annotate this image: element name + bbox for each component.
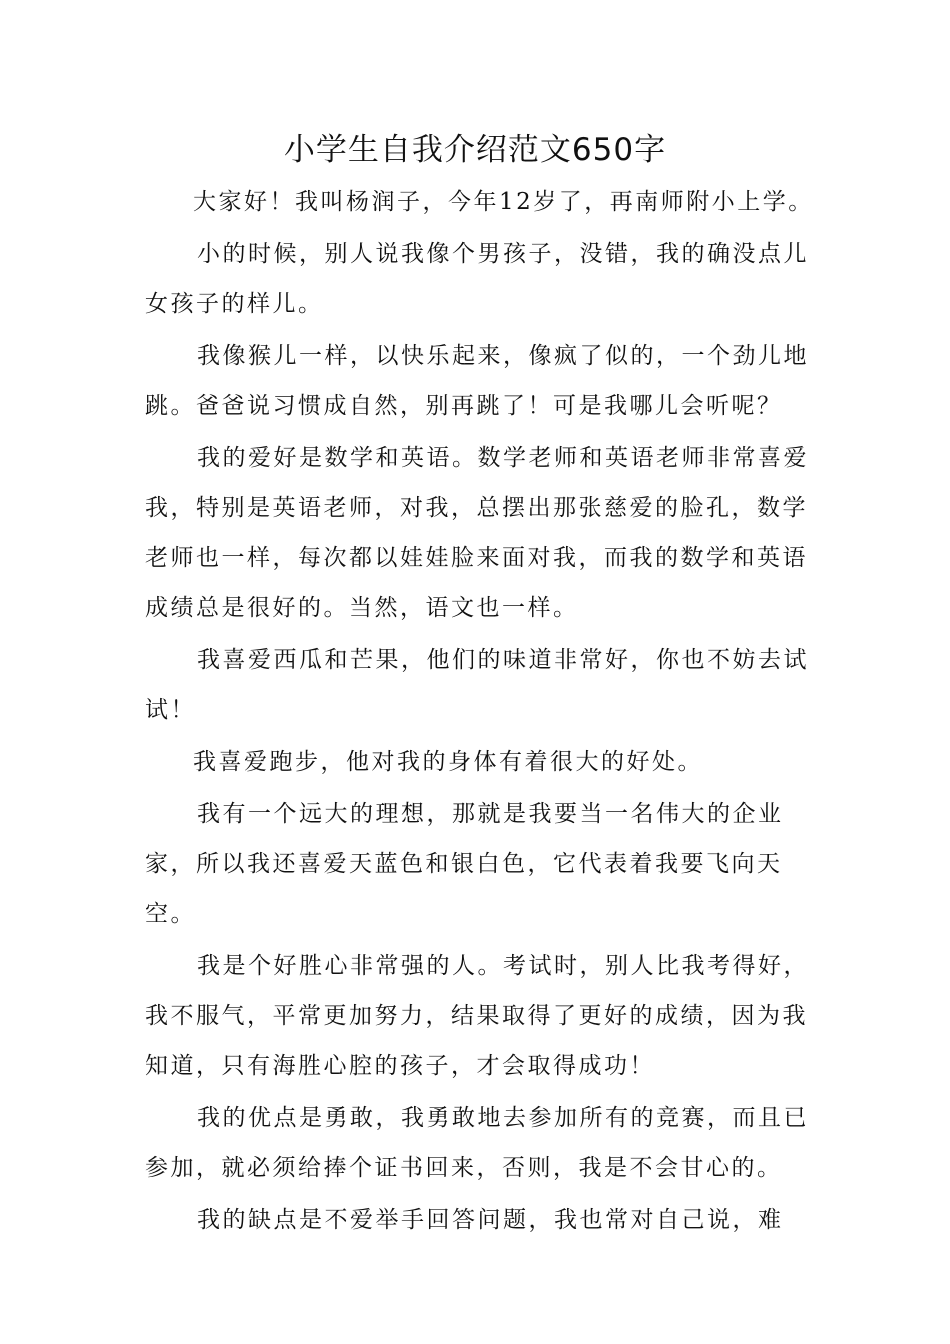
paragraph-2: 小的时候，别人说我像个男孩子，没错，我的确没点儿女孩子的样儿。 <box>145 241 809 317</box>
document-body <box>145 177 815 1247</box>
paragraph-3: 我像猴儿一样，以快乐起来，像疯了似的，一个劲儿地跳。爸爸说习惯成自然，别再跳了！可是我哪儿会听呢？ <box>145 343 809 419</box>
paragraph-9: 我的优点是勇敢，我勇敢地去参加所有的竞赛，而且已参加，就必须给捧个证书回来，否则，我是不会甘心的。 <box>145 1105 809 1181</box>
paragraph-4: 我的爱好是数学和英语。数学老师和英语老师非常喜爱我，特别是英语老师，对我，总摆出那张慈爱的脸孔，数学老师也一样，每次都以娃娃脸来面对我，而我的数学和英语成绩总是很好的。当然，语文也一样。 <box>145 445 809 621</box>
document-title: 小学生自我介绍范文650字 <box>283 132 667 168</box>
paragraph-10: 我的缺点是不爱举手回答问题，我也常对自己说，难 <box>197 1207 784 1233</box>
paragraph-1: 大家好！我叫杨润子，今年12岁了，再南师附小上学。 <box>193 189 814 215</box>
paragraph-7: 我有一个远大的理想，那就是我要当一名伟大的企业家，所以我还喜爱天蓝色和银白色，它代表着我要飞向天空。 <box>145 801 784 927</box>
paragraph-8: 我是个好胜心非常强的人。考试时，别人比我考得好，我不服气，平常更加努力，结果取得了更好的成绩，因为我知道，只有海胜心腔的孩子，才会取得成功！ <box>145 953 809 1079</box>
paragraph-5: 我喜爱西瓜和芒果，他们的味道非常好，你也不妨去试试！ <box>145 647 809 723</box>
paragraph-6: 我喜爱跑步，他对我的身体有着很大的好处。 <box>193 749 703 775</box>
